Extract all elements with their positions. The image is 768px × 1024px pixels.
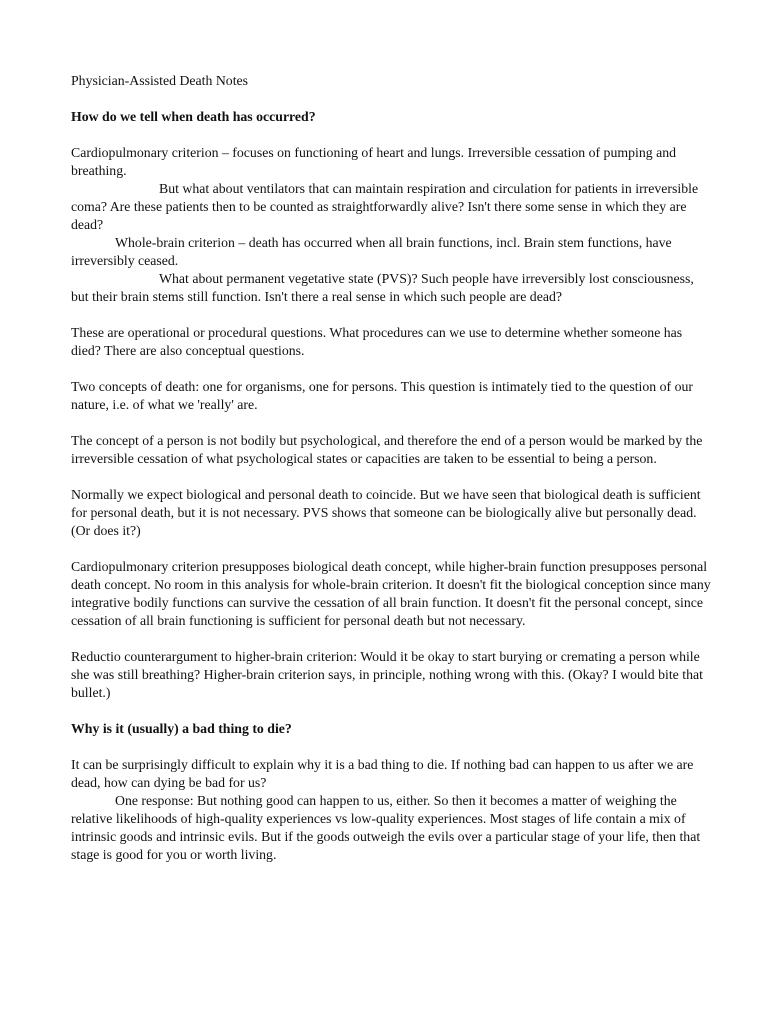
spacer (71, 540, 711, 558)
spacer (71, 630, 711, 648)
document-title: Physician-Assisted Death Notes (71, 73, 249, 88)
paragraph-reductio: Reductio counterargument to higher-brain criterion: Would it be okay to start burying or cremating a person while she was still breathing? Higher-brain criterion says, in principle, nothing wrong with this. (Okay? I would bite that bullet.) (71, 649, 703, 700)
spacer (71, 90, 711, 108)
paragraph-ventilators: But what about ventilators that can maintain respiration and circulation for patients in irreversible coma? Are these patients then to be counted as straightforwardly alive? Isn't there some sense in which they are dead? (71, 181, 699, 232)
document-page (71, 72, 711, 864)
spacer (71, 126, 711, 144)
paragraph-response: One response: But nothing good can happen to us, either. So then it becomes a matter of weighing the relative likelihoods of high-quality experiences vs low-quality experiences. Most stages of life contain a mix of intrinsic goods and intrinsic evils. But if the goods outweigh the evils over a particular stage of your life, then that stage is good for you or worth living. (71, 793, 701, 862)
paragraph-coincide: Normally we expect biological and personal death to coincide. But we have seen that biological death is sufficient for personal death, but it is not necessary. PVS shows that someone can be biologically alive but personally dead. (Or does it?) (71, 487, 701, 538)
paragraph-cardiopulmonary: Cardiopulmonary criterion – focuses on functioning of heart and lungs. Irreversible cessation of pumping and breathing. (71, 145, 676, 178)
section-heading-death-occurred: How do we tell when death has occurred? (71, 109, 316, 124)
spacer (71, 360, 711, 378)
paragraph-person-concept: The concept of a person is not bodily but psychological, and therefore the end of a person would be marked by the irreversible cessation of what psychological states or capacities are taken to be essential to being a person. (71, 433, 703, 466)
spacer (71, 414, 711, 432)
paragraph-two-concepts: Two concepts of death: one for organisms, one for persons. This question is intimately tied to the question of our nature, i.e. of what we 'really' are. (71, 379, 693, 412)
paragraph-difficult: It can be surprisingly difficult to explain why it is a bad thing to die. If nothing bad can happen to us after we are dead, how can dying be bad for us? (71, 757, 694, 790)
spacer (71, 738, 711, 756)
spacer (71, 468, 711, 486)
paragraph-presupposes: Cardiopulmonary criterion presupposes biological death concept, while higher-brain function presupposes personal death concept. No room in this analysis for whole-brain criterion. It doesn't fit the biological conception since many integrative bodily functions can survive the cessation of all brain function. It doesn't fit the personal concept, since cessation of all brain functioning is sufficient for personal death but not necessary. (71, 559, 711, 628)
paragraph-operational: These are operational or procedural questions. What procedures can we use to determine whether someone has died? There are also conceptual questions. (71, 325, 683, 358)
spacer (71, 702, 711, 720)
paragraph-whole-brain: Whole-brain criterion – death has occurred when all brain functions, incl. Brain stem functions, have irreversibly ceased. (71, 235, 672, 268)
section-heading-bad-to-die: Why is it (usually) a bad thing to die? (71, 721, 292, 736)
paragraph-pvs: What about permanent vegetative state (PVS)? Such people have irreversibly lost consciousness, but their brain stems still function. Isn't there a real sense in which such people are dead? (71, 271, 694, 304)
spacer (71, 306, 711, 324)
